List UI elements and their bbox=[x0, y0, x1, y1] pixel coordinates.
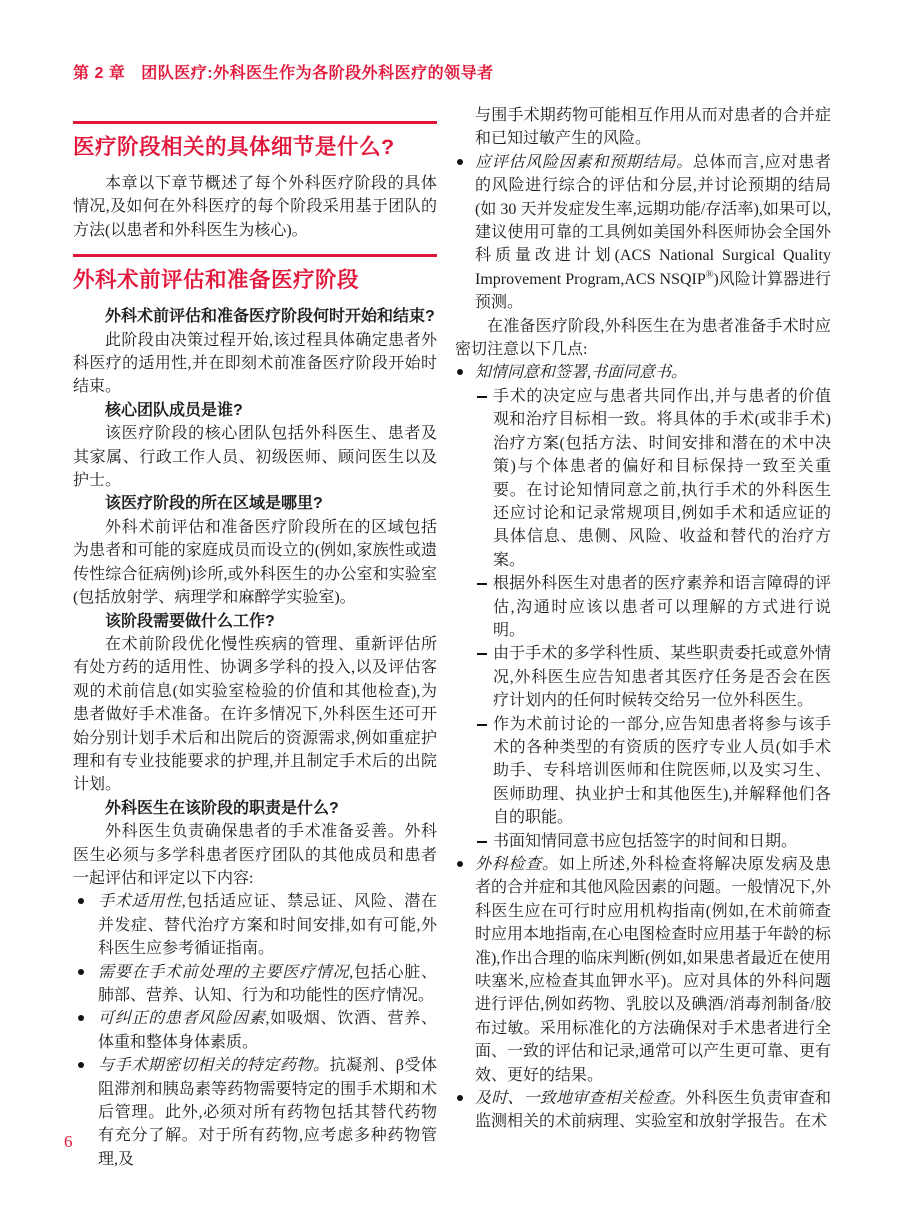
section-heading-preop: 外科术前评估和准备医疗阶段 bbox=[73, 268, 360, 293]
list-item-lead: 手术适用性 bbox=[98, 893, 182, 911]
dash-icon bbox=[477, 653, 487, 655]
list-item-text: ,包括心脏、肺部、营养、认知、行为和功能性的医疗情况。 bbox=[98, 963, 437, 1004]
sub-list-item bbox=[477, 642, 831, 712]
bullet-icon bbox=[457, 861, 463, 867]
list-item-lead: 应评估风险因素和预期结局。 bbox=[475, 153, 693, 171]
chapter-label: 第 2 章 bbox=[73, 65, 126, 82]
qa-question: 该医疗阶段的所在区域是哪里? bbox=[105, 495, 323, 513]
left-column bbox=[73, 121, 437, 1171]
bullet-icon bbox=[457, 159, 463, 165]
sub-list-item-text: 手术的决定应与患者共同作出,并与患者的价值观和治疗目标相一致。将具体的手术(或非手术)治疗方案(包括方法、时间安排和潜在的术中决策)与个体患者的偏好和目标保持一致至关重要。在讨论知情同意之前,执行手术的外科医生还应讨论和记录常规项目,例如手术和适应证的具体信息、患侧、风险、收益和替代的治疗方案。 bbox=[493, 387, 831, 569]
sub-list-item bbox=[477, 385, 831, 572]
running-head bbox=[73, 60, 494, 83]
right-column bbox=[455, 104, 831, 1134]
list-item-lead: 可纠正的患者风险因素 bbox=[98, 1010, 266, 1028]
sub-list-item bbox=[477, 713, 831, 830]
qa-question: 该阶段需要做什么工作? bbox=[105, 612, 275, 630]
dash-icon bbox=[477, 841, 487, 843]
list-item-text: 外科医生负责审查和监测相关的术前病理、实验室和放射学报告。在术 bbox=[475, 1090, 831, 1131]
intro-paragraph: 在准备医疗阶段,外科医生在为患者准备手术时应密切注意以下几点: bbox=[455, 317, 831, 359]
bullet-icon bbox=[78, 1062, 84, 1068]
bullet-icon bbox=[78, 898, 84, 904]
list-item bbox=[73, 1007, 437, 1054]
list-item-lead: 及时、一致地审查相关检查。 bbox=[475, 1090, 686, 1108]
list-item-text: ,包括适应证、禁忌证、风险、潜在并发症、替代治疗方案和时间安排,如有可能,外科医生应参考循证指南。 bbox=[98, 893, 437, 958]
qa-answer: 外科术前评估和准备医疗阶段所在的区域包括为患者和可能的家庭成员而设立的(例如,家族性或遗传性综合征病例)诊所,或外科医生的办公室和实验室(包括放射学、病理学和麻醉学实验室)。 bbox=[73, 518, 437, 607]
bullet-icon bbox=[78, 969, 84, 975]
section-rule bbox=[73, 254, 437, 257]
qa-answer: 外科医生负责确保患者的手术准备妥善。外科医生必须与多学科患者医疗团队的其他成员和患者一起评估和评定以下内容: bbox=[73, 823, 437, 887]
sub-list-item bbox=[477, 572, 831, 642]
list-item bbox=[455, 361, 831, 384]
carryover-paragraph: 与围手术期药物可能相互作用从而对患者的合并症和已知过敏产生的风险。 bbox=[475, 107, 831, 148]
bullet-icon bbox=[457, 1095, 463, 1101]
section-rule bbox=[73, 121, 437, 124]
section1-paragraph: 本章以下章节概述了每个外科医疗阶段的具体情况,及如何在外科医疗的每个阶段采用基于团队的方法(以患者和外科医生为核心)。 bbox=[73, 175, 437, 239]
sub-list-item-text: 书面知情同意书应包括签字的时间和日期。 bbox=[493, 832, 798, 850]
sub-list-item-text: 由于手术的多学科性质、某些职责委托或意外情况,外科医生应告知患者其医疗任务是否会在医疗计划内的任何时候转交给另一位外科医生。 bbox=[493, 645, 831, 710]
page-number: 6 bbox=[64, 1132, 73, 1151]
list-item-text: 如上所述,外科检查将解决原发病及患者的合并症和其他风险因素的问题。一般情况下,外科医生应在可行时应用机构指南(例如,在术前筛查时应用本地指南,在心电图检查时应用基于年龄的标准),作出合理的临床判断(例如,如果患者最近在使用呋塞米,应检查其血钾水平)。应对具体的外科问题进行评估,例如药物、乳胶以及碘酒/消毒剂制备/胶布过敏。采用标准化的方法确保对手术患者进行全面、一致的评估和记录,通常可以产生更可靠、更有效、更好的结果。 bbox=[475, 856, 832, 1084]
bullet-icon bbox=[457, 369, 463, 375]
qa-question: 核心团队成员是谁? bbox=[105, 401, 243, 419]
qa-answer: 在术前阶段优化慢性疾病的管理、重新评估所有处方药的适用性、协调多学科的投入,以及评估客观的术前信息(如实验室检验的价值和其他检查),为患者做好手术准备。在许多情况下,外科医生还可开始分别计划手术后和出院后的资源需求,例如重症护理和有专业技能要求的护理,并且制定手术后的出院计划。 bbox=[73, 635, 437, 794]
qa-question: 外科术前评估和准备医疗阶段何时开始和结束? bbox=[105, 308, 435, 326]
list-item bbox=[73, 890, 437, 960]
bullet-icon bbox=[78, 1015, 84, 1021]
registered-trademark-symbol: ® bbox=[705, 269, 714, 281]
list-item-text: ,如吸烟、饮酒、营养、体重和整体身体素质。 bbox=[98, 1010, 437, 1051]
dash-icon bbox=[477, 724, 487, 726]
chapter-title: 团队医疗:外科医生作为各阶段外科医疗的领导者 bbox=[141, 65, 494, 82]
list-item bbox=[73, 961, 437, 1008]
list-item bbox=[73, 1054, 437, 1171]
qa-answer: 此阶段由决策过程开始,该过程具体确定患者外科医疗的适用性,并在即刻术前准备医疗阶段开始时结束。 bbox=[73, 331, 437, 396]
sub-list-item bbox=[477, 830, 831, 853]
list-item-lead: 与手术期密切相关的特定药物。 bbox=[98, 1057, 330, 1075]
section-heading-details: 医疗阶段相关的具体细节是什么? bbox=[73, 135, 395, 159]
list-item-text: )风险计算器进行预测。 bbox=[475, 270, 831, 312]
list-item-lead: 需要在手术前处理的主要医疗情况 bbox=[98, 963, 350, 981]
qa-question: 外科医生在该阶段的职责是什么? bbox=[105, 799, 339, 817]
dash-icon bbox=[477, 583, 487, 585]
list-item-text: 总体而言,应对患者的风险进行综合的评估和分层,并讨论预期的结局(如 30 天并发症发生率,远期功能/存活率),如果可以,建议使用可靠的工具例如美国外科医师协会全国外科质量改进计划(ACS National Surgical Quality Improvement Program,ACS NSQIP bbox=[475, 153, 831, 288]
list-item-text: 抗凝剂、β受体阻滞剂和胰岛素等药物需要特定的围手术期和术后管理。此外,必须对所有药物包括其替代药物有充分了解。对于所有药物,应考虑多种药物管理,及 bbox=[98, 1057, 437, 1168]
qa-answer: 该医疗阶段的核心团队包括外科医生、患者及其家属、行政工作人员、初级医师、顾问医生以及护士。 bbox=[73, 425, 437, 490]
list-item bbox=[455, 1087, 831, 1134]
list-item-lead: 外科检查。 bbox=[475, 856, 559, 873]
list-item-lead: 知情同意和签署,书面同意书。 bbox=[475, 364, 688, 382]
sub-list-item-text: 根据外科医生对患者的医疗素养和语言障碍的评估,沟通时应该以患者可以理解的方式进行说明。 bbox=[493, 575, 831, 639]
assessment-list bbox=[73, 890, 437, 1171]
dash-icon bbox=[477, 396, 487, 398]
sub-list-item-text: 作为术前讨论的一部分,应告知患者将参与该手术的各种类型的有资质的医疗专业人员(如手术助手、专科培训医师和住院医师,以及实习生、医师助理、执业护士和其他医生),并解释他们各自的职能。 bbox=[493, 715, 831, 827]
list-item bbox=[455, 853, 831, 1087]
list-item bbox=[455, 151, 831, 315]
